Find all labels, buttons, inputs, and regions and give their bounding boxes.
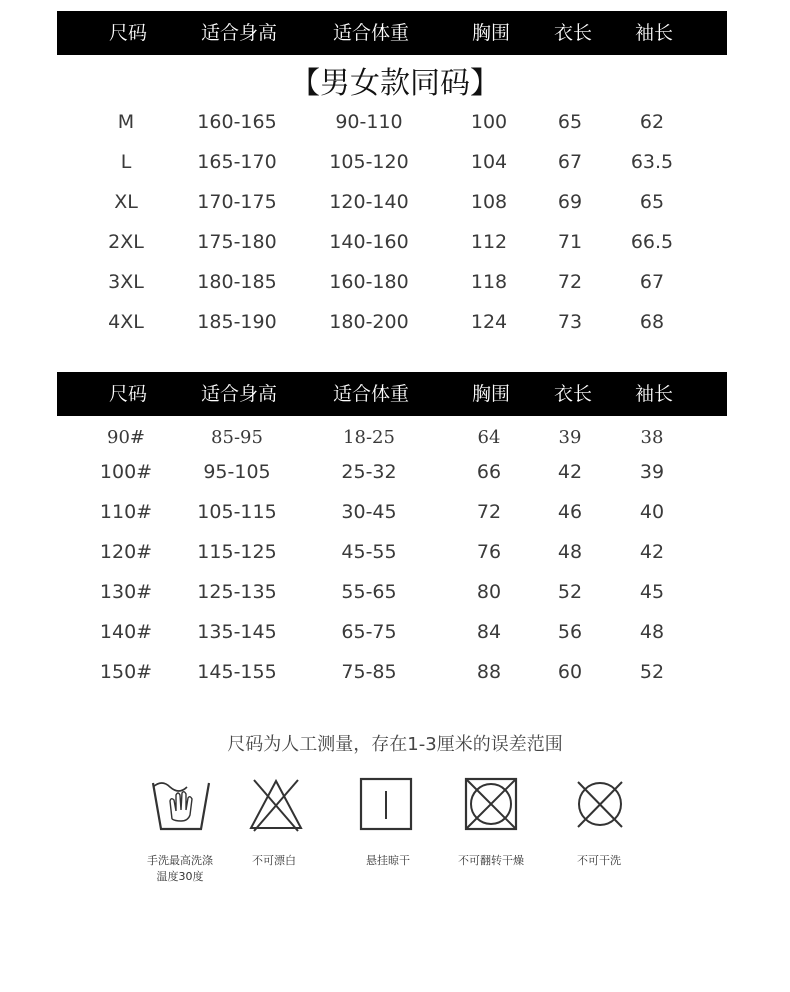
- no-bleach-label: 不可漂白: [252, 854, 296, 867]
- length-cell: 48: [557, 541, 583, 563]
- size-cell: 4XL: [108, 311, 144, 333]
- chest-cell: 66: [476, 461, 502, 483]
- length-cell: 73: [557, 311, 583, 333]
- height-cell: 160-165: [197, 111, 277, 133]
- size-cell: 3XL: [108, 271, 144, 293]
- hand-wash-label: 手洗最高洗涤温度30度: [147, 854, 213, 883]
- no-tumble-dry-icon: [463, 775, 519, 833]
- weight-cell: 25-32: [341, 461, 397, 483]
- header-length: 衣长: [553, 383, 593, 405]
- unisex-title: 【男女款同码】: [290, 66, 500, 101]
- height-cell: 175-180: [197, 231, 277, 253]
- hang-dry-label: 悬挂晾干: [366, 854, 410, 867]
- header-size: 尺码: [108, 22, 148, 44]
- no-tumble-dry-label: 不可翻转干燥: [458, 854, 524, 867]
- height-cell: 170-175: [197, 191, 277, 213]
- chest-cell: 100: [470, 111, 508, 133]
- height-cell: 145-155: [197, 661, 277, 683]
- sleeve-cell: 66.5: [630, 231, 674, 253]
- chest-cell: 104: [470, 151, 508, 173]
- weight-cell: 65-75: [341, 621, 397, 643]
- size-cell: M: [117, 111, 135, 133]
- table-row: [0, 267, 790, 297]
- weight-cell: 75-85: [341, 661, 397, 683]
- size-cell: 2XL: [108, 231, 144, 253]
- chest-cell: 84: [476, 621, 502, 643]
- table-row: [0, 147, 790, 177]
- header-sleeve: 袖长: [634, 383, 674, 405]
- height-cell: 185-190: [197, 311, 277, 333]
- sleeve-cell: 39: [639, 461, 665, 483]
- sleeve-cell: 52: [639, 661, 665, 683]
- header-height: 适合身高: [200, 22, 278, 44]
- sleeve-cell: 45: [639, 581, 665, 603]
- weight-cell: 18-25: [343, 427, 395, 448]
- measurement-note: 尺码为人工测量，存在1-3厘米的误差范围: [227, 734, 563, 755]
- size-cell: XL: [114, 191, 138, 213]
- size-cell: 110#: [99, 501, 153, 523]
- table-row: [0, 107, 790, 137]
- sleeve-cell: 48: [639, 621, 665, 643]
- weight-cell: 30-45: [341, 501, 397, 523]
- no-dry-clean-icon: [572, 775, 628, 833]
- sleeve-cell: 62: [639, 111, 665, 133]
- no-bleach-icon: [248, 775, 304, 833]
- chest-cell: 64: [477, 427, 501, 448]
- size-cell: 90#: [107, 427, 145, 448]
- weight-cell: 45-55: [341, 541, 397, 563]
- header-chest: 胸围: [471, 22, 511, 44]
- kids-table-header: [57, 372, 727, 416]
- table-row: [0, 457, 790, 487]
- table-row: [0, 187, 790, 217]
- chest-cell: 76: [476, 541, 502, 563]
- header-height: 适合身高: [200, 383, 278, 405]
- adult-table-header: [57, 11, 727, 55]
- length-cell: 60: [557, 661, 583, 683]
- height-cell: 135-145: [197, 621, 277, 643]
- sleeve-cell: 38: [640, 427, 664, 448]
- chest-cell: 108: [470, 191, 508, 213]
- header-chest: 胸围: [471, 383, 511, 405]
- size-cell: 150#: [99, 661, 153, 683]
- sleeve-cell: 40: [639, 501, 665, 523]
- sleeve-cell: 42: [639, 541, 665, 563]
- header-size: 尺码: [108, 383, 148, 405]
- height-cell: 105-115: [197, 501, 277, 523]
- sleeve-cell: 68: [639, 311, 665, 333]
- height-cell: 180-185: [197, 271, 277, 293]
- size-cell: 130#: [99, 581, 153, 603]
- weight-cell: 55-65: [341, 581, 397, 603]
- sleeve-cell: 67: [639, 271, 665, 293]
- length-cell: 56: [557, 621, 583, 643]
- length-cell: 52: [557, 581, 583, 603]
- height-cell: 165-170: [197, 151, 277, 173]
- chest-cell: 80: [476, 581, 502, 603]
- sleeve-cell: 65: [639, 191, 665, 213]
- hang-dry-icon: [358, 775, 414, 833]
- length-cell: 46: [557, 501, 583, 523]
- sleeve-cell: 63.5: [630, 151, 674, 173]
- length-cell: 65: [557, 111, 583, 133]
- size-cell: 100#: [99, 461, 153, 483]
- weight-cell: 105-120: [329, 151, 409, 173]
- table-row: [0, 537, 790, 567]
- chest-cell: 112: [470, 231, 508, 253]
- chest-cell: 124: [470, 311, 508, 333]
- table-row: [0, 617, 790, 647]
- header-weight: 适合体重: [332, 22, 410, 44]
- weight-cell: 160-180: [329, 271, 409, 293]
- length-cell: 67: [557, 151, 583, 173]
- height-cell: 125-135: [197, 581, 277, 603]
- length-cell: 42: [557, 461, 583, 483]
- table-row: [0, 577, 790, 607]
- hand-wash-icon: [150, 775, 212, 835]
- height-cell: 95-105: [203, 461, 271, 483]
- header-weight: 适合体重: [332, 383, 410, 405]
- size-cell: L: [120, 151, 132, 173]
- length-cell: 71: [557, 231, 583, 253]
- weight-cell: 140-160: [329, 231, 409, 253]
- table-row: [0, 307, 790, 337]
- chest-cell: 88: [476, 661, 502, 683]
- weight-cell: 120-140: [329, 191, 409, 213]
- height-cell: 85-95: [211, 427, 263, 448]
- table-row: [0, 497, 790, 527]
- length-cell: 69: [557, 191, 583, 213]
- header-sleeve: 袖长: [634, 22, 674, 44]
- length-cell: 39: [558, 427, 582, 448]
- table-row: [0, 227, 790, 257]
- size-cell: 120#: [99, 541, 153, 563]
- table-row: [0, 423, 790, 453]
- length-cell: 72: [557, 271, 583, 293]
- header-length: 衣长: [553, 22, 593, 44]
- weight-cell: 90-110: [335, 111, 403, 133]
- chest-cell: 118: [470, 271, 508, 293]
- chest-cell: 72: [476, 501, 502, 523]
- weight-cell: 180-200: [329, 311, 409, 333]
- size-cell: 140#: [99, 621, 153, 643]
- no-dry-clean-label: 不可干洗: [577, 854, 621, 867]
- height-cell: 115-125: [197, 541, 277, 563]
- table-row: [0, 657, 790, 687]
